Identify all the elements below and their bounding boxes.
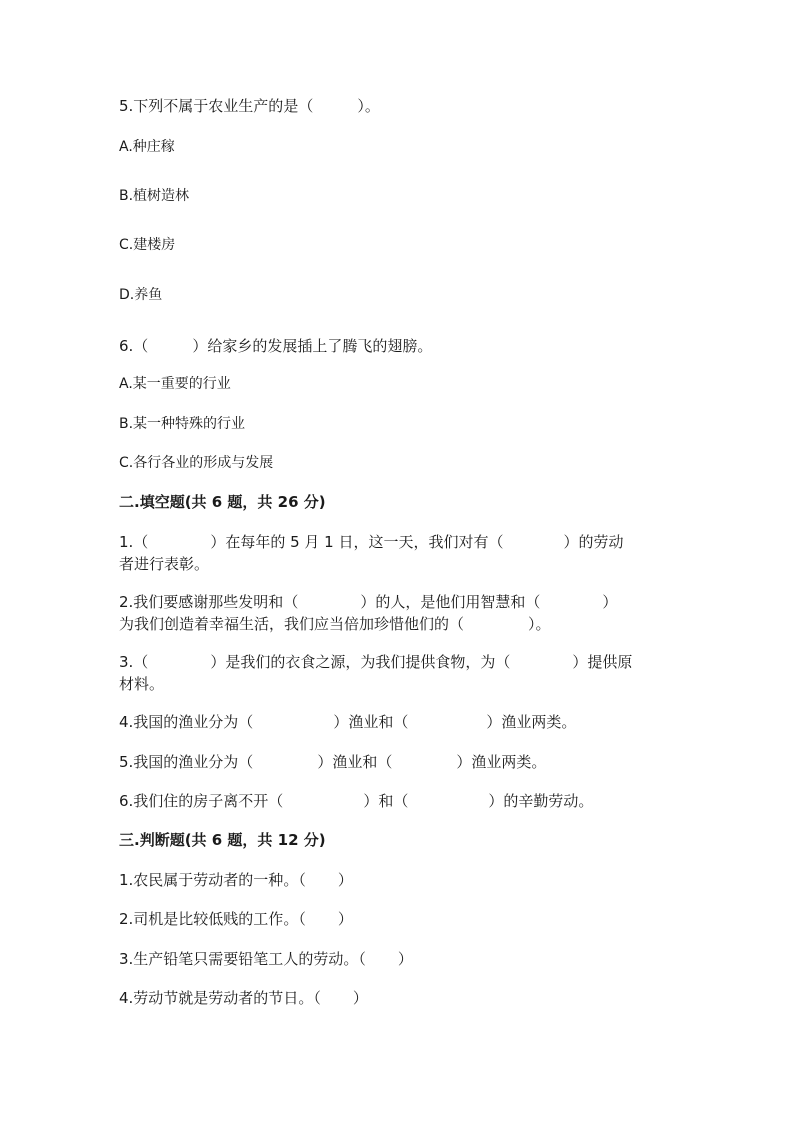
- fill-item-2-part-d: 为我们创造着幸福生活，我们应当倍加珍惜他们的（: [119, 615, 465, 633]
- judge-item-4-text: 4.劳动节就是劳动者的节日。（: [119, 989, 321, 1007]
- judge-item-3: [119, 948, 413, 970]
- fill-item-6-part-a: 6.我们住的房子离不开（: [119, 792, 284, 810]
- q6-stem-end: ）给家乡的发展插上了腾飞的翅膀。: [192, 337, 433, 355]
- q5-stem-start: 5.下列不属于农业生产的是（: [119, 97, 314, 115]
- fill-item-6-part-c: ）的辛勤劳动。: [488, 792, 594, 810]
- fill-item-6-part-b: ）和（: [363, 792, 409, 810]
- fill-item-1-part-b: ）在每年的 5 月 1 日，这一天，我们对有（: [210, 533, 504, 551]
- fill-item-1: [119, 531, 624, 553]
- fill-item-4-part-b: ）渔业和（: [333, 713, 409, 731]
- judge-item-2-close: ）: [337, 910, 353, 928]
- fill-item-1-cont: 者进行表彰。: [119, 555, 210, 573]
- q6-option-b: B.某一种特殊的行业: [119, 416, 246, 432]
- q5-option-c: C.建楼房: [119, 237, 176, 253]
- q6-stem-start: 6.（: [119, 337, 149, 355]
- fill-item-4-part-a: 4.我国的渔业分为（: [119, 713, 254, 731]
- fill-item-6: [119, 790, 593, 812]
- q6-option-c: C.各行各业的形成与发展: [119, 455, 274, 471]
- fill-item-2-cont: [119, 613, 551, 635]
- judge-item-2: [119, 908, 353, 930]
- fill-item-2-part-e: ）。: [528, 615, 551, 633]
- q6-stem: [119, 335, 432, 357]
- q5-stem: [119, 95, 380, 117]
- fill-item-4: [119, 711, 576, 733]
- fill-item-2-part-c: ）: [602, 593, 618, 611]
- fill-item-1-part-a: 1.（: [119, 533, 149, 551]
- fill-item-5-part-a: 5.我国的渔业分为（: [119, 753, 254, 771]
- judge-item-1: [119, 869, 353, 891]
- fill-item-3: [119, 651, 632, 673]
- judge-item-3-text: 3.生产铅笔只需要铅笔工人的劳动。（: [119, 950, 366, 968]
- fill-item-2-part-b: ）的人，是他们用智慧和（: [360, 593, 541, 611]
- fill-item-3-cont: 材料。: [119, 675, 165, 693]
- fill-item-3-part-c: ）提供原: [572, 653, 633, 671]
- fill-item-2-part-a: 2.我们要感谢那些发明和（: [119, 593, 299, 611]
- judge-item-3-close: ）: [397, 950, 413, 968]
- q5-option-b: B.植树造林: [119, 188, 190, 204]
- fill-item-5-part-c: ）渔业两类。: [456, 753, 547, 771]
- q6-option-a: A.某一重要的行业: [119, 376, 231, 392]
- judge-item-2-text: 2.司机是比较低贱的工作。（: [119, 910, 306, 928]
- q5-stem-end: ）。: [357, 97, 380, 115]
- fill-item-1-part-c: ）的劳动: [563, 533, 624, 551]
- fill-item-5-part-b: ）渔业和（: [317, 753, 393, 771]
- section2-title: 二.填空题(共 6 题，共 26 分): [119, 493, 326, 511]
- judge-item-1-text: 1.农民属于劳动者的一种。（: [119, 871, 306, 889]
- judge-item-4: [119, 987, 368, 1009]
- fill-item-2: [119, 591, 617, 613]
- fill-item-3-part-b: ）是我们的衣食之源，为我们提供食物，为（: [210, 653, 511, 671]
- section3-title: 三.判断题(共 6 题，共 12 分): [119, 831, 326, 849]
- fill-item-3-part-a: 3.（: [119, 653, 149, 671]
- q5-option-d: D.养鱼: [119, 287, 163, 303]
- fill-item-4-part-c: ）渔业两类。: [486, 713, 577, 731]
- q5-option-a: A.种庄稼: [119, 139, 175, 155]
- fill-item-5: [119, 751, 546, 773]
- judge-item-4-close: ）: [352, 989, 368, 1007]
- judge-item-1-close: ）: [337, 871, 353, 889]
